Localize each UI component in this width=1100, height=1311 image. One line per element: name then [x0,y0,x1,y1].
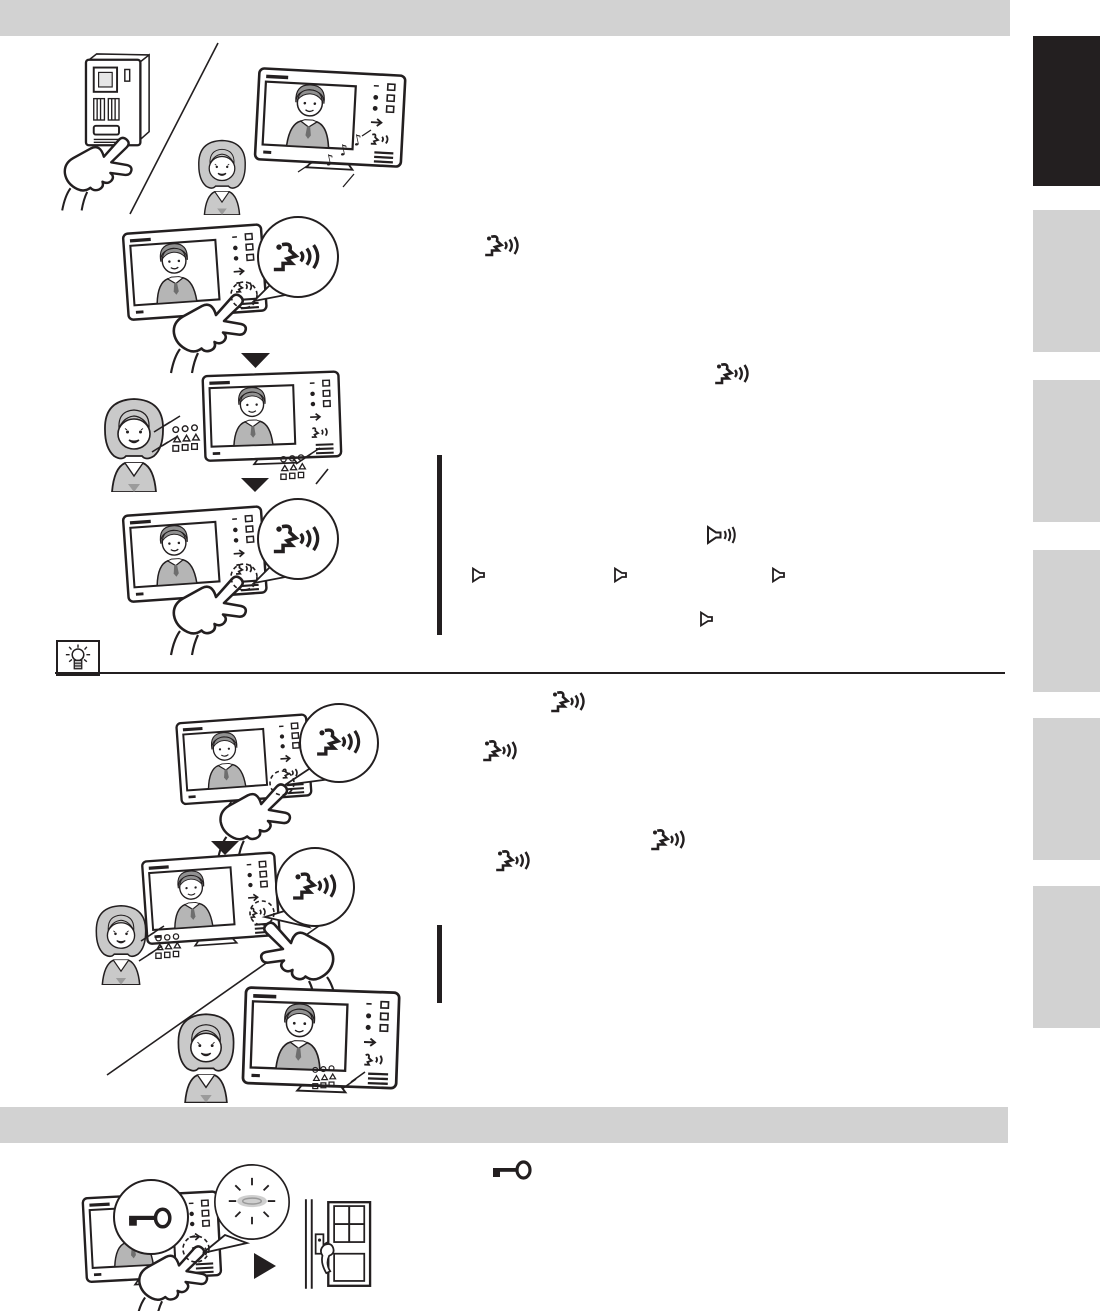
resident-woman [105,399,163,492]
resident-woman [199,141,245,215]
talk-icon [495,849,533,877]
side-tab-6 [1033,886,1100,1028]
monitor-illustration [142,852,280,949]
speaker-icon [771,566,787,584]
lit-button-bubble [215,1165,289,1239]
door-station-illustration [86,54,149,145]
right-arrow-icon [254,1253,276,1279]
side-tab-2 [1033,210,1100,352]
down-arrow-icon [241,478,269,492]
figure-handsfree-listen [160,985,410,1105]
music-note: ♪ [351,130,365,150]
resident-woman [96,906,145,985]
resident-woman [178,1014,233,1102]
horizontal-rule [55,672,1005,674]
speaker-icon [471,566,487,584]
monitor-illustration [203,372,342,466]
figure-door-release [75,1155,400,1311]
monitor-illustration [243,987,400,1094]
speech-bubble [300,704,378,782]
talk-icon [484,234,522,262]
vertical-rule-1 [437,455,442,635]
speech-bubble [276,848,354,926]
side-tab-3 [1033,380,1100,522]
figure-handsfree-talk [90,368,350,495]
door-opening-illustration [306,1199,370,1288]
speech-shapes [173,425,199,451]
figure-press-talk-button [110,215,350,370]
side-tab-5 [1033,718,1100,860]
section-heading-band [0,1107,1008,1143]
top-band [0,0,1010,36]
talk-icon [714,362,752,390]
speaker-wave-icon [706,522,740,548]
monitor-illustration [176,714,312,809]
figure-visitor-call [50,40,420,215]
tip-box [56,640,100,676]
side-tab-4 [1033,550,1100,692]
vertical-rule-2 [437,925,442,1003]
tip-lightbulb-icon [61,644,95,672]
hand-pressing-call-button [62,138,131,211]
talk-icon [650,828,688,856]
talk-icon [550,690,588,718]
side-tab-1-active [1033,36,1100,186]
music-note: ♪ [337,140,351,160]
door-release-key-icon [492,1160,532,1180]
music-note: ♪ [323,150,337,170]
down-arrow-icon [241,353,270,368]
figure-press-talk-to-end [110,495,350,640]
speaker-icon [699,610,715,628]
speaker-icon [613,566,629,584]
figure-press-talk-button-2 [165,695,430,865]
talk-icon [482,739,520,767]
